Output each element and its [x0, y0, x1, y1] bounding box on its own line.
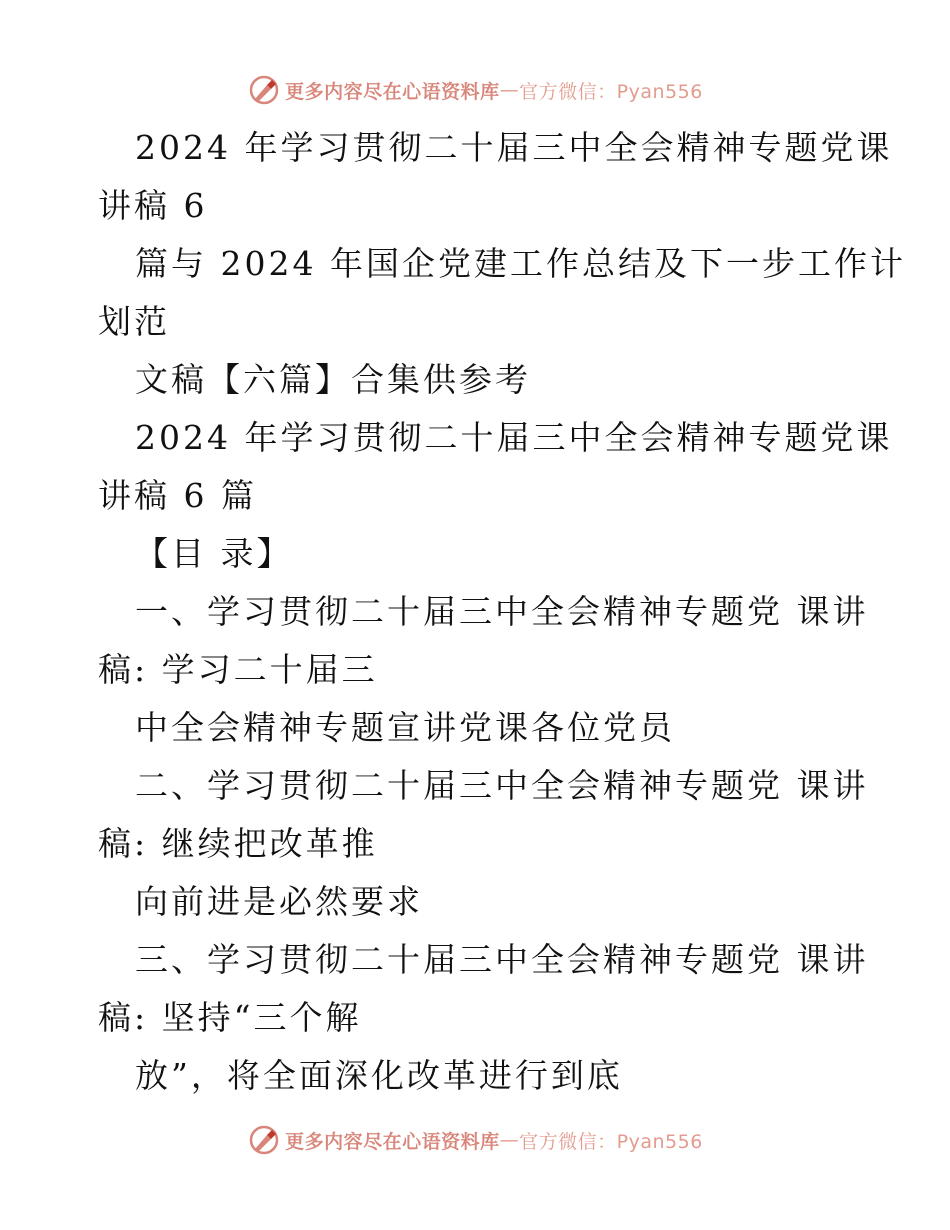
text-line-6: 2024 年学习贯彻二十届三中全会精神专题党课: [135, 418, 893, 457]
watermark-dash: —: [499, 1129, 520, 1151]
watermark-dash: —: [499, 79, 520, 101]
text-line-1: 2024 年学习贯彻二十届三中全会精神专题党课: [135, 128, 893, 167]
watermark-main-text: 更多内容尽在心语资料库: [285, 1130, 500, 1153]
text-line-2: 讲稿 6: [98, 186, 208, 225]
toc-item-1-line-1: 一、学习贯彻二十届三中全会精神专题党 课讲: [135, 592, 869, 631]
toc-item-1-line-2: 稿: 学习二十届三: [98, 650, 378, 689]
pen-logo-icon: [247, 73, 281, 107]
footer-watermark: [0, 1120, 950, 1160]
pen-logo-icon: [247, 1123, 281, 1157]
toc-heading: 【目 录】: [135, 534, 293, 573]
toc-item-3-line-2: 稿: 坚持“三个解: [98, 998, 362, 1037]
watermark-main-text: 更多内容尽在心语资料库: [285, 80, 500, 103]
toc-item-3-line-1: 三、学习贯彻二十届三中全会精神专题党 课讲: [135, 940, 869, 979]
text-line-4: 划范: [98, 302, 170, 341]
header-watermark: [0, 70, 950, 110]
text-line-3: 篇与 2024 年国企党建工作总结及下一步工作计: [135, 244, 906, 283]
watermark-sub-text: 官方微信：Pyan556: [519, 1130, 703, 1153]
text-line-5: 文稿【六篇】合集供参考: [135, 360, 531, 399]
toc-item-2-line-1: 二、学习贯彻二十届三中全会精神专题党 课讲: [135, 766, 869, 805]
watermark-sub-text: 官方微信：Pyan556: [519, 80, 703, 103]
toc-item-2-line-2: 稿: 继续把改革推: [98, 824, 378, 863]
toc-item-1-line-3: 中全会精神专题宣讲党课各位党员: [135, 708, 675, 747]
text-line-7: 讲稿 6 篇: [98, 476, 257, 515]
toc-item-2-line-3: 向前进是必然要求: [135, 882, 423, 921]
toc-item-3-line-3: 放”，将全面深化改革进行到底: [135, 1056, 623, 1095]
